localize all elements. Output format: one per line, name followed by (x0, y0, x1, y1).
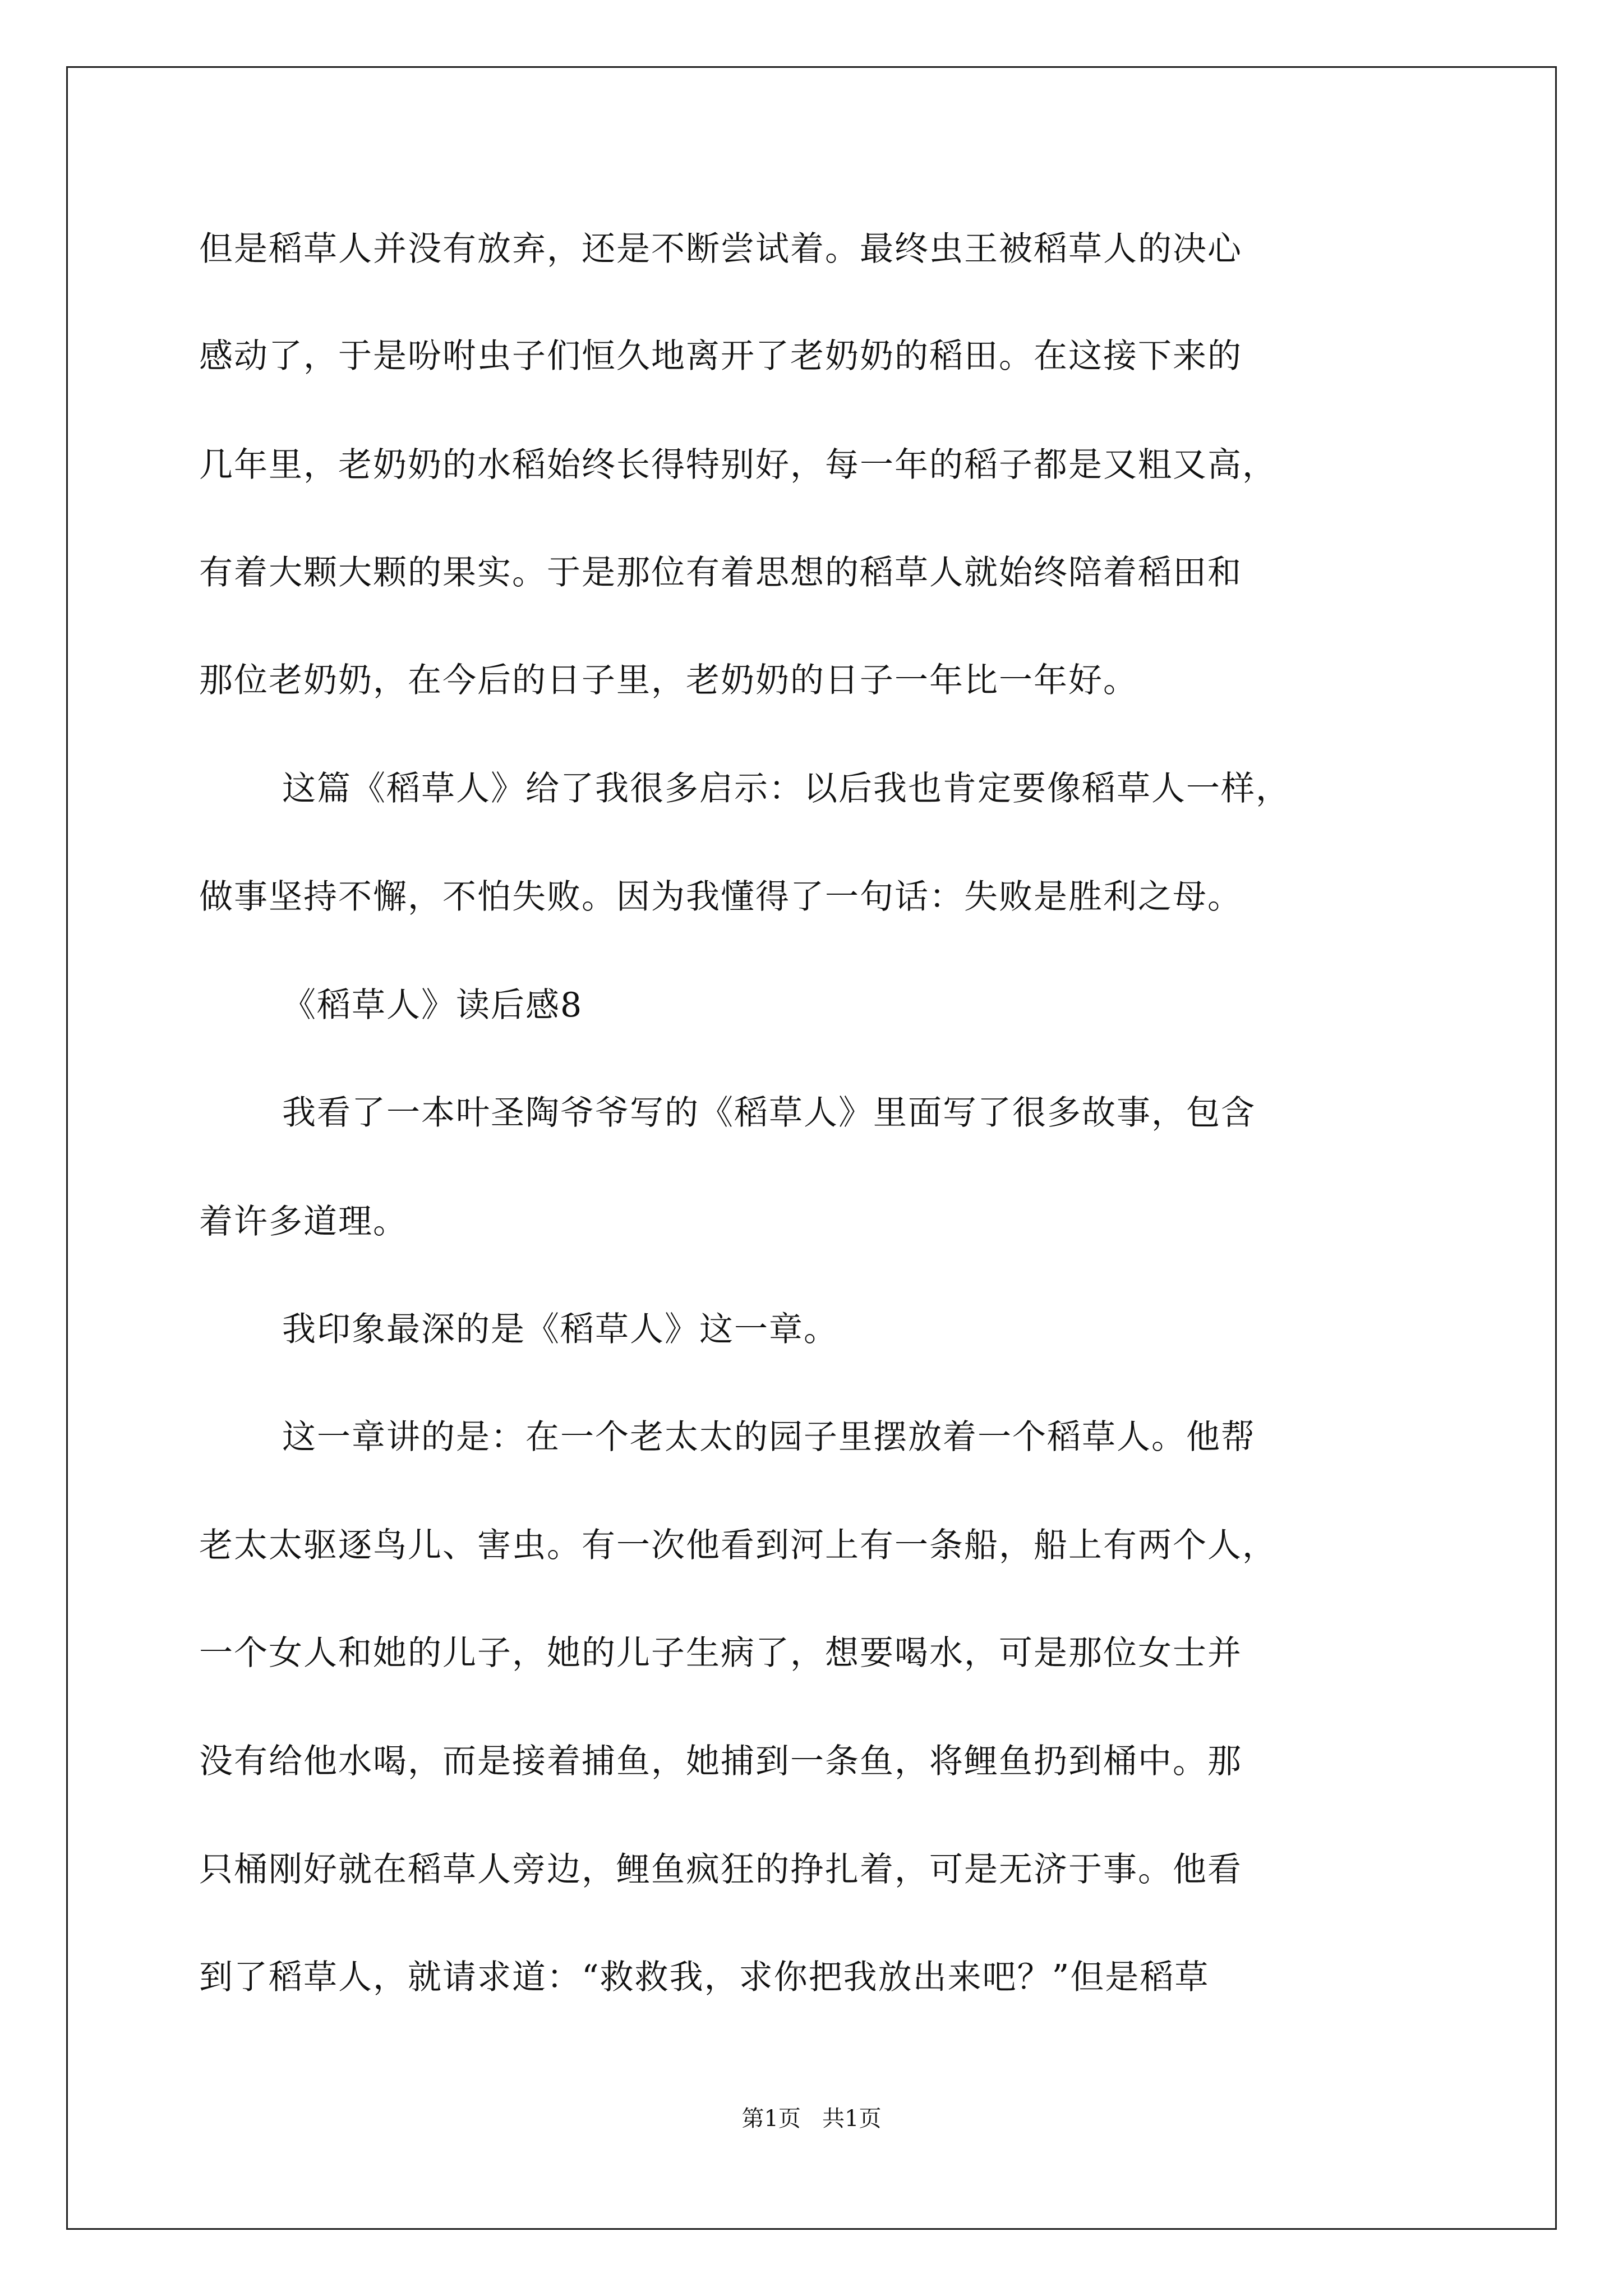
text-line: 做事坚持不懈，不怕失败。因为我懂得了一句话：失败是胜利之母。 (199, 877, 1242, 917)
text-line: 但是稻草人并没有放弃，还是不断尝试着。最终虫王被稻草人的决心 (199, 229, 1242, 269)
paragraph-start-line: 这一章讲的是：在一个老太太的园子里摆放着一个稻草人。他帮 (282, 1418, 1256, 1457)
section-heading: 《稻草人》读后感8 (282, 986, 583, 1025)
text-line: 只桶刚好就在稻草人旁边，鲤鱼疯狂的挣扎着，可是无济于事。他看 (199, 1850, 1242, 1889)
paragraph-start-line: 这篇《稻草人》给了我很多启示：以后我也肯定要像稻草人一样， (282, 769, 1290, 808)
text-line: 几年里，老奶奶的水稻始终长得特别好，每一年的稻子都是又粗又高， (199, 445, 1277, 485)
text-line: 着许多道理。 (199, 1202, 408, 1241)
paragraph-start-line: 我印象最深的是《稻草人》这一章。 (282, 1310, 838, 1349)
text-line: 感动了，于是吩咐虫子们恒久地离开了老奶奶的稻田。在这接下来的 (199, 337, 1242, 376)
text-line: 那位老奶奶，在今后的日子里，老奶奶的日子一年比一年好。 (199, 661, 1138, 700)
text-line: 老太太驱逐鸟儿、害虫。有一次他看到河上有一条船，船上有两个人， (199, 1526, 1277, 1565)
page-footer: 第1页 共1页 (741, 2106, 882, 2132)
page-border (66, 66, 1557, 2230)
paragraph-start-line: 我看了一本叶圣陶爷爷写的《稻草人》里面写了很多故事，包含 (282, 1093, 1256, 1133)
text-line: 到了稻草人，就请求道：“救救我，求你把我放出来吧？”但是稻草 (199, 1958, 1210, 1997)
text-line: 一个女人和她的儿子，她的儿子生病了，想要喝水，可是那位女士并 (199, 1634, 1242, 1673)
text-line: 没有给他水喝，而是接着捕鱼，她捕到一条鱼，将鲤鱼扔到桶中。那 (199, 1742, 1242, 1781)
text-line: 有着大颗大颗的果实。于是那位有着思想的稻草人就始终陪着稻田和 (199, 553, 1242, 592)
